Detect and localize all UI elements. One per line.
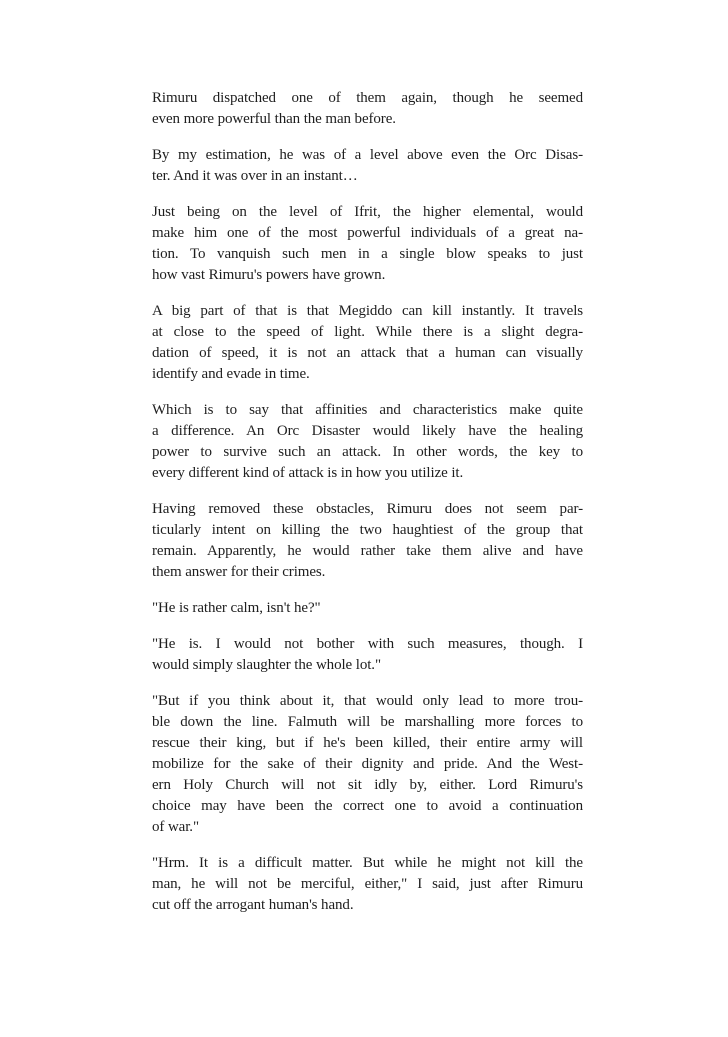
text-line: a difference. An Orc Disaster would likely have the healing xyxy=(152,423,583,439)
text-line: By my estimation, he was of a level above even the Orc Disas- xyxy=(152,147,583,163)
text-line: Rimuru dispatched one of them again, though he seemed xyxy=(152,90,583,106)
paragraph xyxy=(152,88,583,130)
text-column xyxy=(152,88,583,931)
text-line: man, he will not be merciful, either," I said, just after Rimuru xyxy=(152,876,583,892)
paragraph xyxy=(152,499,583,583)
text-line: power to survive such an attack. In other words, the key to xyxy=(152,444,583,460)
paragraph xyxy=(152,145,583,187)
text-line: would simply slaughter the whole lot." xyxy=(152,657,381,673)
text-line: "But if you think about it, that would only lead to more trou- xyxy=(152,693,583,709)
text-line: tion. To vanquish such men in a single blow speaks to just xyxy=(152,246,583,262)
text-line: ter. And it was over in an instant… xyxy=(152,168,358,184)
text-line: at close to the speed of light. While there is a slight degra- xyxy=(152,324,583,340)
text-line: identify and evade in time. xyxy=(152,366,310,382)
text-line: Having removed these obstacles, Rimuru does not seem par- xyxy=(152,501,583,517)
paragraph xyxy=(152,301,583,385)
paragraph xyxy=(152,400,583,484)
text-line: rescue their king, but if he's been killed, their entire army will xyxy=(152,735,583,751)
paragraph xyxy=(152,853,583,916)
text-line: make him one of the most powerful individuals of a great na- xyxy=(152,225,583,241)
text-line: ticularly intent on killing the two haughtiest of the group that xyxy=(152,522,583,538)
text-line: cut off the arrogant human's hand. xyxy=(152,897,354,913)
paragraph xyxy=(152,691,583,838)
text-line: every different kind of attack is in how you utilize it. xyxy=(152,465,464,481)
text-line: choice may have been the correct one to avoid a continuation xyxy=(152,798,583,814)
text-line: even more powerful than the man before. xyxy=(152,111,396,127)
paragraph xyxy=(152,202,583,286)
text-line: mobilize for the sake of their dignity and pride. And the West- xyxy=(152,756,583,772)
text-line: dation of speed, it is not an attack that a human can visually xyxy=(152,345,583,361)
text-line: Which is to say that affinities and characteristics make quite xyxy=(152,402,583,418)
paragraph xyxy=(152,634,583,676)
text-line: "He is rather calm, isn't he?" xyxy=(152,600,321,616)
text-line: "He is. I would not bother with such measures, though. I xyxy=(152,636,583,652)
text-line: ble down the line. Falmuth will be marshalling more forces to xyxy=(152,714,583,730)
text-line: "Hrm. It is a difficult matter. But while he might not kill the xyxy=(152,855,583,871)
paragraph xyxy=(152,598,583,619)
text-line: them answer for their crimes. xyxy=(152,564,326,580)
text-line: Just being on the level of Ifrit, the higher elemental, would xyxy=(152,204,583,220)
text-line: of war." xyxy=(152,819,199,835)
text-line: A big part of that is that Megiddo can kill instantly. It travels xyxy=(152,303,583,319)
text-line: ern Holy Church will not sit idly by, either. Lord Rimuru's xyxy=(152,777,583,793)
text-line: remain. Apparently, he would rather take them alive and have xyxy=(152,543,583,559)
text-line: how vast Rimuru's powers have grown. xyxy=(152,267,386,283)
